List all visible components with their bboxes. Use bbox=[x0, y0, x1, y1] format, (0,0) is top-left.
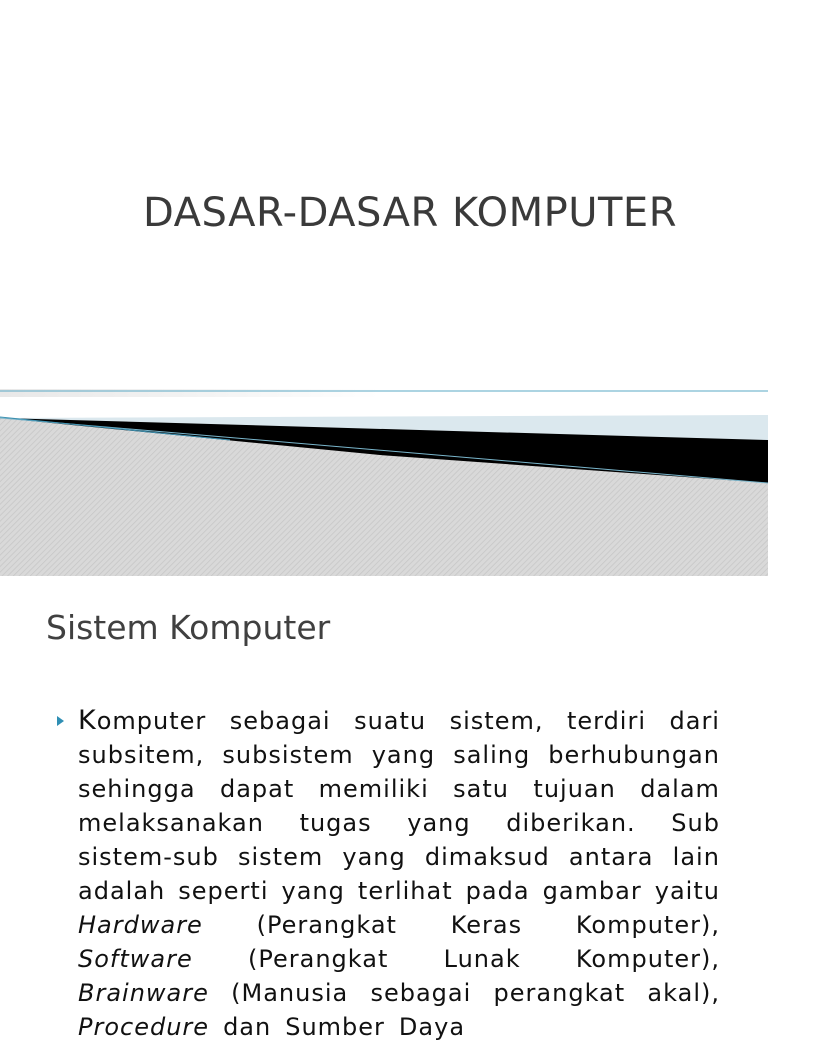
paragraph-line bbox=[78, 874, 720, 908]
word: dan bbox=[223, 1013, 272, 1041]
paragraph-line-cut-off bbox=[78, 1010, 720, 1044]
paragraph-line bbox=[78, 976, 720, 1010]
word: dari bbox=[669, 707, 720, 735]
bullet-arrow-icon bbox=[57, 716, 64, 726]
word: antara bbox=[568, 843, 654, 871]
word: perangkat bbox=[493, 979, 626, 1007]
word: sebagai bbox=[229, 707, 331, 735]
paragraph-line bbox=[78, 704, 720, 738]
word: melaksanakan bbox=[78, 809, 264, 837]
word: sehingga bbox=[78, 775, 196, 803]
word: adalah bbox=[78, 877, 166, 905]
word: Sumber bbox=[285, 1013, 385, 1041]
word: sebagai bbox=[370, 979, 472, 1007]
word: diberikan. bbox=[506, 809, 636, 837]
word: tujuan bbox=[533, 775, 616, 803]
word: dapat bbox=[219, 775, 295, 803]
paragraph-line bbox=[78, 942, 720, 976]
word: terlihat bbox=[357, 877, 453, 905]
word: satu bbox=[453, 775, 509, 803]
word: (Perangkat bbox=[256, 911, 397, 939]
word: sistem bbox=[238, 843, 324, 871]
decorative-band bbox=[0, 385, 768, 576]
word: subsitem, bbox=[78, 741, 205, 769]
word: memiliki bbox=[318, 775, 429, 803]
word: dalam bbox=[640, 775, 720, 803]
paragraph-line bbox=[78, 806, 720, 840]
word: berhubungan bbox=[548, 741, 720, 769]
word: gambar bbox=[542, 877, 642, 905]
word: suatu bbox=[354, 707, 427, 735]
word: tugas bbox=[299, 809, 372, 837]
italic-term: Procedure bbox=[78, 1013, 210, 1041]
body-paragraph bbox=[78, 704, 720, 1044]
word: yaitu bbox=[654, 877, 720, 905]
word: Sub bbox=[671, 809, 720, 837]
word: Lunak bbox=[443, 945, 521, 973]
slide-title: DASAR-DASAR KOMPUTER bbox=[143, 190, 677, 236]
word: seperti bbox=[178, 877, 269, 905]
word: (Perangkat bbox=[248, 945, 389, 973]
paragraph-line bbox=[78, 738, 720, 772]
word: omputer bbox=[96, 707, 207, 735]
italic-term: Software bbox=[78, 945, 193, 973]
word: sistem, bbox=[449, 707, 544, 735]
word: pada bbox=[465, 877, 530, 905]
word: Komputer), bbox=[575, 911, 720, 939]
word: sistem-sub bbox=[78, 843, 219, 871]
section-heading: Sistem Komputer bbox=[46, 608, 331, 647]
word: lain bbox=[672, 843, 720, 871]
word: saling bbox=[453, 741, 531, 769]
word: yang bbox=[342, 843, 406, 871]
paragraph-line bbox=[78, 908, 720, 942]
italic-term: Hardware bbox=[78, 911, 203, 939]
word: (Manusia bbox=[231, 979, 349, 1007]
word: dimaksud bbox=[424, 843, 550, 871]
word: terdiri bbox=[566, 707, 647, 735]
word: Komputer), bbox=[575, 945, 720, 973]
content-slide bbox=[0, 576, 768, 1041]
band-top-strip bbox=[0, 389, 380, 397]
paragraph-line bbox=[78, 840, 720, 874]
word: akal), bbox=[647, 979, 720, 1007]
paragraph-line bbox=[78, 772, 720, 806]
word: subsistem bbox=[222, 741, 354, 769]
word: Daya bbox=[398, 1013, 466, 1041]
word: Keras bbox=[450, 911, 523, 939]
dropcap-letter: K bbox=[78, 705, 97, 736]
word: yang bbox=[281, 877, 345, 905]
italic-term: Brainware bbox=[78, 979, 209, 1007]
word: yang bbox=[407, 809, 471, 837]
word: yang bbox=[371, 741, 436, 769]
